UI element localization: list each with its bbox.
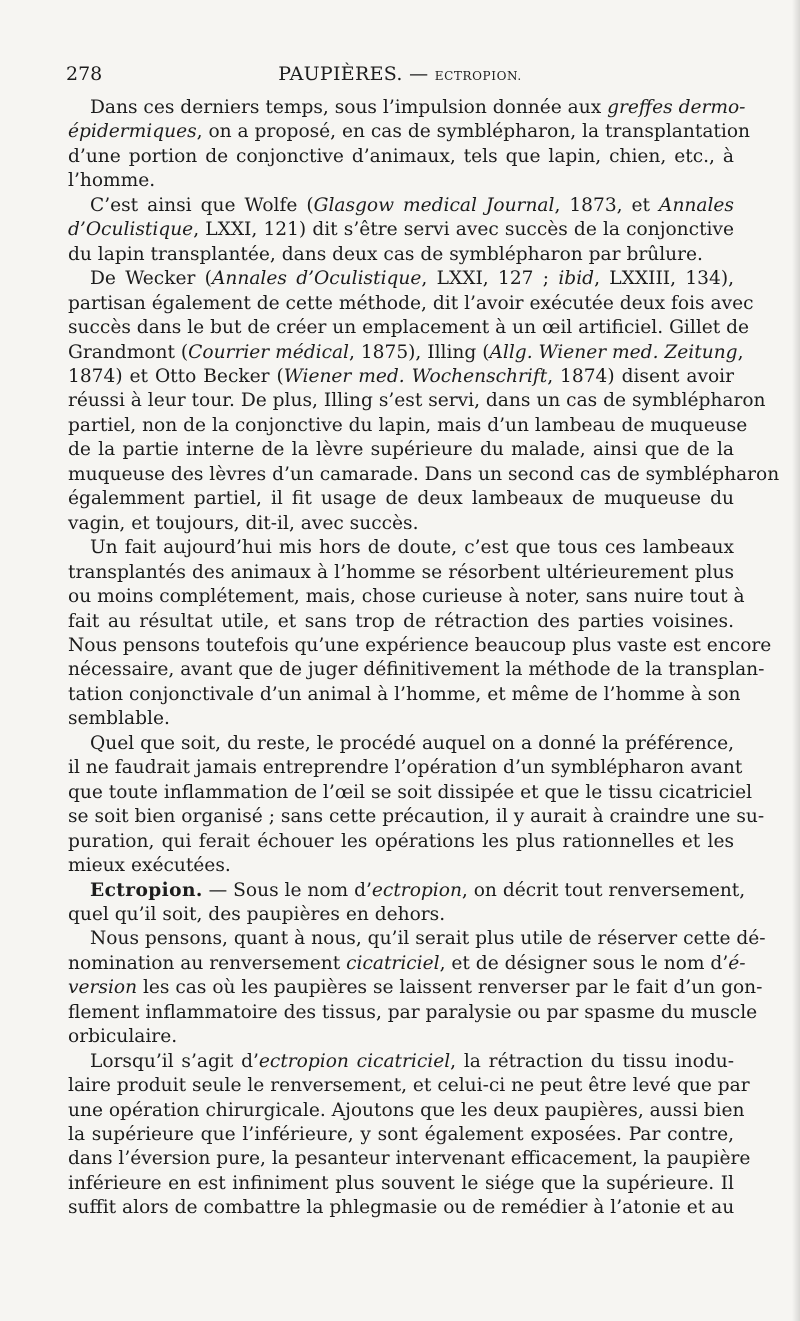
text-line: ou moins complétement, mais, chose curieuse à noter, sans nuire tout à (68, 586, 745, 608)
paragraph (68, 1050, 751, 1221)
text-line: Nous pensons, quant à nous, qu’il serait plus utile de réserver cette dé- (90, 928, 766, 950)
text-line: 1874) et Otto Becker (Wiener med. Wochenschrift, 1874) disent avoir (68, 365, 734, 387)
text-line: nécessaire, avant que de juger définitivement la méthode de la transplan- (68, 659, 765, 681)
text-line: Ectropion. — Sous le nom d’ectropion, on décrit tout renversement, (90, 879, 746, 901)
paragraph (68, 927, 766, 1049)
text-line: nomination au renversement cicatriciel, et de désigner sous le nom d’é- (68, 952, 746, 974)
text-line: quel qu’il soit, des paupières en dehors. (68, 903, 446, 925)
text-line: Dans ces derniers temps, sous l’impulsion donnée aux greffes dermo- (90, 97, 746, 118)
text-line: de la partie interne de la lèvre supérieure du malade, ainsi que de la (68, 439, 734, 461)
text-line: d’Oculistique, LXXI, 121) dit s’être servi avec succès de la conjonctive (68, 219, 734, 241)
text-line: Nous pensons toutefois qu’une expérience beaucoup plus vaste est encore (68, 634, 772, 656)
page-header (66, 58, 734, 90)
text-line: mieux exécutées. (68, 855, 231, 877)
text-line: d’une portion de conjonctive d’animaux, tels que lapin, chien, etc., à (68, 145, 734, 167)
text-line: se soit bien organisé ; sans cette précaution, il y aurait à craindre une su- (68, 806, 765, 828)
paragraph (68, 879, 746, 928)
text-line: laire produit seule le renversement, et celui-ci ne peut être levé que par (68, 1075, 750, 1097)
text-line: réussi à leur tour. De plus, Illing s’est servi, dans un cas de symblépharon (68, 390, 766, 412)
running-head-separator: — (409, 63, 429, 85)
text-line: transplantés des animaux à l’homme se résorbent ultérieurement plus (68, 561, 734, 583)
text-line: version les cas où les paupières se laissent renverser par le fait d’un gon- (68, 977, 763, 999)
page-edge-shadow (792, 0, 800, 1321)
text-line: Un fait aujourd’hui mis hors de doute, c’est que tous ces lambeaux (90, 537, 734, 559)
page-number: 278 (66, 63, 103, 85)
text-line: flement inflammatoire des tissus, par paralysie ou par spasme du muscle (68, 1001, 758, 1023)
text-line: Grandmont (Courrier médical, 1875), Illing (Allg. Wiener med. Zeitung, (68, 341, 744, 363)
text-line: muqueuse des lèvres d’un camarade. Dans un second cas de symblépharon (68, 463, 780, 485)
paragraph (68, 96, 750, 194)
text-line: C’est ainsi que Wolfe (Glasgow medical Journal, 1873, et Annales (90, 194, 734, 216)
text-line: succès dans le but de créer un emplacement à un œil artificiel. Gillet de (68, 317, 750, 339)
text-line: égalemment partiel, il fit usage de deux lambeaux de muqueuse du (68, 488, 734, 510)
text-line: une opération chirurgicale. Ajoutons que les deux paupières, aussi bien (68, 1099, 745, 1121)
paragraph (68, 732, 765, 879)
paragraph (68, 267, 780, 536)
text-line: puration, qui ferait échouer les opérations les plus rationnelles et les (68, 830, 734, 852)
text-line: De Wecker (Annales d’Oculistique, LXXI, 127 ; ibid, LXXIII, 134), (90, 268, 734, 290)
text-line: orbiculaire. (68, 1026, 178, 1048)
text-line: que toute inflammation de l’œil se soit dissipée et que le tissu cicatriciel (68, 781, 753, 803)
text-line: semblable. (68, 708, 170, 730)
text-line: partisan également de cette méthode, dit l’avoir exécutée deux fois avec (68, 292, 754, 314)
text-line: il ne faudrait jamais entreprendre l’opération d’un symblépharon avant (68, 757, 743, 779)
text-line: dans l’éversion pure, la pesanteur intervenant efficacement, la paupière (68, 1148, 751, 1170)
paragraph (68, 536, 772, 732)
running-head-title: PAUPIÈRES. (278, 63, 403, 85)
text-line: suffit alors de combattre la phlegmasie ou de remédier à l’atonie et au (68, 1197, 735, 1219)
text-line: vagin, et toujours, dit-il, avec succès. (68, 512, 419, 534)
text-line: fait au résultat utile, et sans trop de rétraction des parties voisines. (68, 610, 734, 632)
text-line: tation conjonctivale d’un animal à l’homme, et même de l’homme à son (68, 683, 741, 705)
text-line: Quel que soit, du reste, le procédé auquel on a donné la préférence, (90, 732, 734, 754)
text-line: du lapin transplantée, dans deux cas de symblépharon par brûlure. (68, 243, 703, 265)
page-body (68, 96, 780, 1221)
text-line: Lorsqu’il s’agit d’ectropion cicatriciel, la rétraction du tissu inodu- (90, 1050, 735, 1072)
text-line: l’homme. (68, 170, 156, 192)
running-head (66, 63, 734, 85)
text-line: partiel, non de la conjonctive du lapin, mais d’un lambeau de muqueuse (68, 414, 748, 436)
text-line: inférieure en est infiniment plus souvent le siége que la supérieure. Il (68, 1172, 734, 1194)
text-line: épidermiques, on a proposé, en cas de symblépharon, la transplantation (68, 121, 750, 143)
paragraph (68, 194, 734, 267)
text-line: la supérieure que l’inférieure, y sont également exposées. Par contre, (68, 1124, 734, 1146)
running-head-section: ECTROPION. (434, 69, 522, 83)
